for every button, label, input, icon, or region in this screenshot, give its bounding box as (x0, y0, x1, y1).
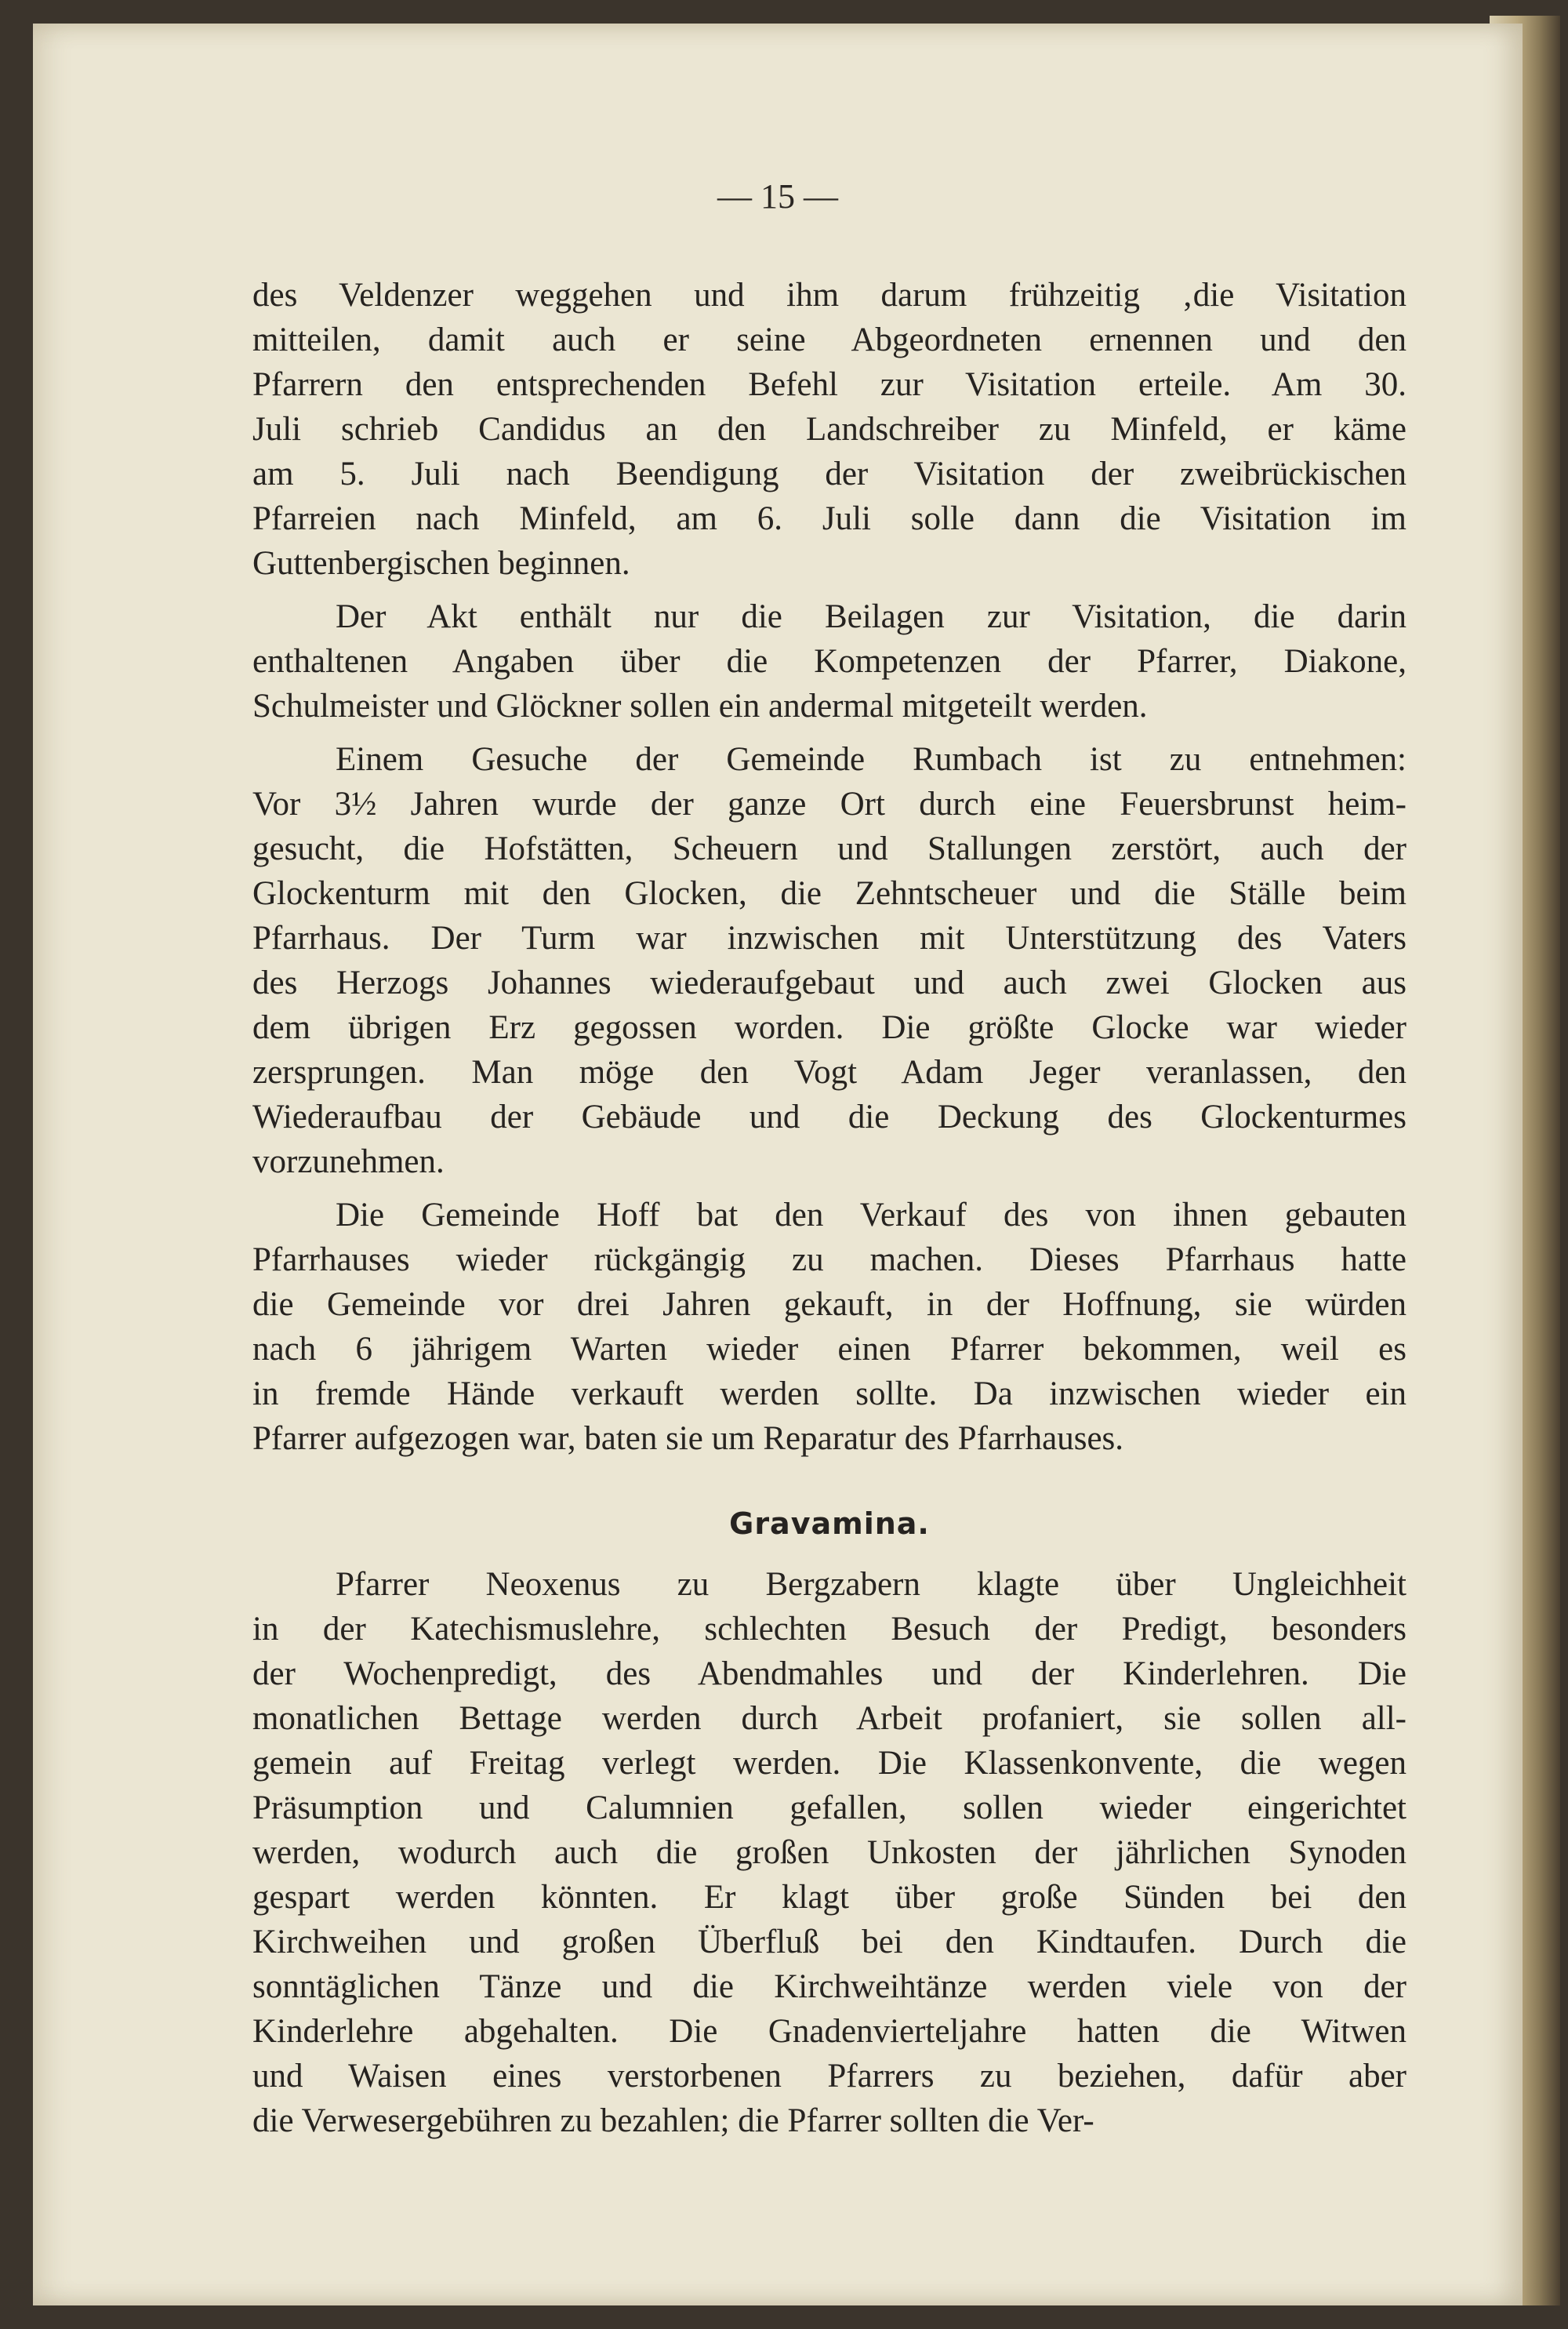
text-line: Vor 3½ Jahren wurde der ganze Ort durch eine Feuersbrunst heim- (252, 786, 1406, 823)
text-line: Pfarrer Neoxenus zu Bergzabern klagte über Ungleichheit (336, 1566, 1406, 1603)
paragraph (252, 1562, 1406, 2143)
text-line: Kinderlehre abgehalten. Die Gnadenvierteljahre hatten die Witwen (252, 2013, 1406, 2050)
text-line: zersprungen. Man möge den Vogt Adam Jeger veranlassen, den (252, 1054, 1406, 1091)
text-line: mitteilen, damit auch er seine Abgeordneten ernennen und den (252, 322, 1406, 358)
text-line: Der Akt enthält nur die Beilagen zur Visitation, die darin (336, 598, 1406, 635)
text-line: des Herzogs Johannes wiederaufgebaut und auch zwei Glocken aus (252, 965, 1406, 1001)
text-line: werden, wodurch auch die großen Unkosten der jährlichen Synoden (252, 1834, 1406, 1871)
text-line: die Gemeinde vor drei Jahren gekauft, in der Hoffnung, sie würden (252, 1286, 1406, 1323)
section-heading: Gravamina. (729, 1506, 930, 1541)
text-line: gespart werden könnten. Er klagt über große Sünden bei den (252, 1879, 1406, 1916)
text-line: am 5. Juli nach Beendigung der Visitation der zweibrückischen (252, 456, 1406, 492)
paragraph (252, 1193, 1406, 1461)
text-line: Schulmeister und Glöckner sollen ein andermal mitgeteilt werden. (252, 688, 1148, 725)
text-line: nach 6 jährigem Warten wieder einen Pfarrer bekommen, weil es (252, 1331, 1406, 1368)
text-line: in der Katechismuslehre, schlechten Besuch der Predigt, besonders (252, 1611, 1406, 1648)
text-line: vorzunehmen. (252, 1143, 445, 1180)
text-line: Guttenbergischen beginnen. (252, 545, 630, 582)
text-line: in fremde Hände verkauft werden sollte. Da inzwischen wieder ein (252, 1375, 1406, 1412)
text-line: Juli schrieb Candidus an den Landschreiber zu Minfeld, er käme (252, 411, 1406, 448)
text-line: Pfarreien nach Minfeld, am 6. Juli solle dann die Visitation im (252, 500, 1406, 537)
text-line: Pfarrern den entsprechenden Befehl zur Visitation erteile. Am 30. (252, 366, 1406, 403)
text-line: Kirchweihen und großen Überfluß bei den Kindtaufen. Durch die (252, 1924, 1406, 1960)
paragraph (252, 273, 1406, 586)
text-line: Pfarrhauses wieder rückgängig zu machen. Dieses Pfarrhaus hatte (252, 1241, 1406, 1278)
text-line: Pfarrhaus. Der Turm war inzwischen mit Unterstützung des Vaters (252, 920, 1406, 957)
book-page (33, 24, 1523, 2305)
text-line: Einem Gesuche der Gemeinde Rumbach ist zu entnehmen: (336, 741, 1406, 778)
text-line: Wiederaufbau der Gebäude und die Deckung des Glockenturmes (252, 1099, 1406, 1135)
paragraphs-before-heading (252, 273, 1406, 1461)
paragraphs-after-heading (252, 1562, 1406, 2143)
text-line: Glockenturm mit den Glocken, die Zehntscheuer und die Ställe beim (252, 875, 1406, 912)
text-line: enthaltenen Angaben über die Kompetenzen der Pfarrer, Diakone, (252, 643, 1406, 680)
page-body (252, 273, 1406, 2152)
paragraph (252, 594, 1406, 728)
text-line: des Veldenzer weggehen und ihm darum frühzeitig ‚die Visitation (252, 277, 1406, 314)
text-line: Präsumption und Calumnien gefallen, sollen wieder eingerichtet (252, 1789, 1406, 1826)
text-line: Die Gemeinde Hoff bat den Verkauf des von ihnen gebauten (336, 1197, 1406, 1234)
text-line: dem übrigen Erz gegossen worden. Die größte Glocke war wieder (252, 1009, 1406, 1046)
text-line: gesucht, die Hofstätten, Scheuern und Stallungen zerstört, auch der (252, 830, 1406, 867)
text-line: die Verwesergebühren zu bezahlen; die Pfarrer sollten die Ver- (252, 2102, 1094, 2139)
text-line: sonntäglichen Tänze und die Kirchweihtänze werden viele von der (252, 1968, 1406, 2005)
text-line: monatlichen Bettage werden durch Arbeit profaniert, sie sollen all- (252, 1700, 1406, 1737)
text-line: gemein auf Freitag verlegt werden. Die Klassenkonvente, die wegen (252, 1745, 1406, 1782)
text-line: der Wochenpredigt, des Abendmahles und der Kinderlehren. Die (252, 1655, 1406, 1692)
paragraph (252, 737, 1406, 1184)
text-line: und Waisen eines verstorbenen Pfarrers zu beziehen, dafür aber (252, 2058, 1406, 2095)
page-number: — 15 — (717, 177, 838, 216)
text-line: Pfarrer aufgezogen war, baten sie um Reparatur des Pfarrhauses. (252, 1420, 1124, 1457)
